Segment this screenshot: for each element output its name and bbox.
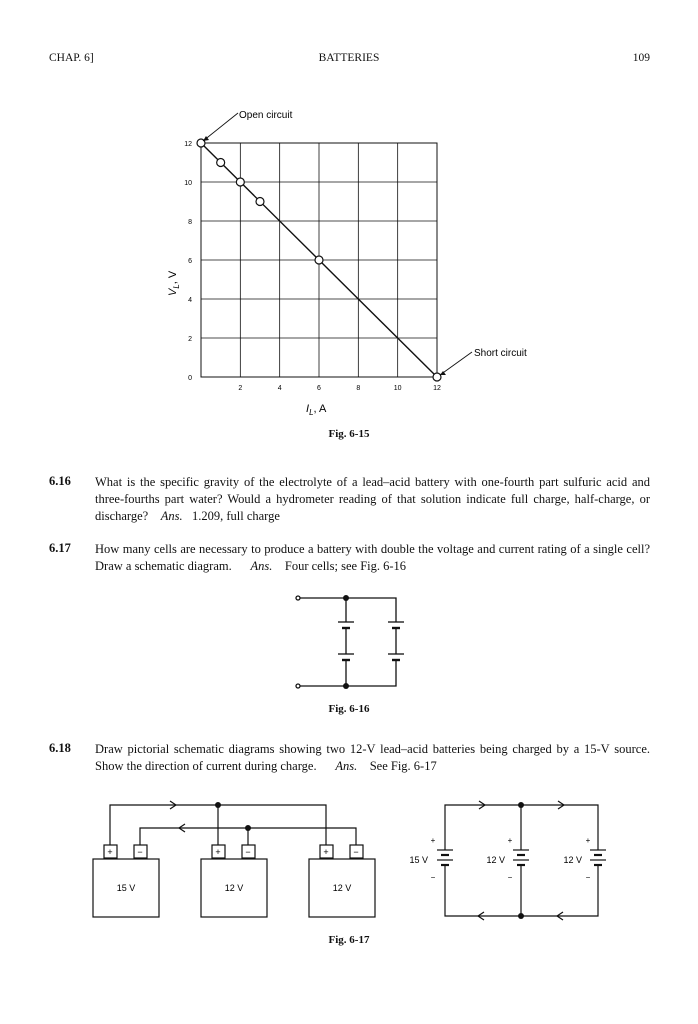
y-tick-label: 6 (188, 258, 192, 265)
fig-6-15-chart (0, 95, 698, 420)
question-6-17-body: How many cells are necessary to produce a battery with double the voltage and current rating of a single cell? Draw a schematic diagram. (95, 542, 650, 573)
plus-sign: + (215, 847, 221, 857)
fig-6-16-caption: Fig. 6-16 (328, 703, 370, 715)
answer-label: Ans. (335, 759, 358, 773)
x-tick-label: 12 (433, 385, 441, 392)
x-tick-label: 8 (356, 385, 361, 392)
fig-6-17-caption: Fig. 6-17 (328, 934, 370, 946)
running-head-title: BATTERIES (318, 52, 380, 64)
x-tick-label: 6 (317, 385, 321, 392)
answer-label: Ans. (250, 559, 273, 573)
minus-sign: − (353, 847, 359, 857)
fig-6-17-schematic (395, 795, 625, 925)
data-point-marker (315, 256, 323, 264)
open-circuit-pointer (203, 113, 238, 141)
y-tick-label: 4 (188, 297, 192, 304)
y-tick-label: 2 (188, 336, 192, 343)
schematic-label-15v: 15 V (409, 855, 428, 865)
question-6-17-answer: Four cells; see Fig. 6-16 (284, 559, 407, 573)
plus-sign: + (323, 847, 329, 857)
data-point-marker (256, 198, 264, 206)
fig-6-16-schematic (280, 585, 420, 697)
short-circuit-pointer (440, 352, 472, 375)
fig-6-15-caption: Fig. 6-15 (328, 428, 370, 440)
terminal-bottom (296, 684, 300, 688)
data-point-marker (236, 178, 244, 186)
schematic-label-12v: 12 V (486, 855, 505, 865)
junction-dot (343, 595, 349, 601)
x-tick-label: 10 (393, 385, 402, 392)
y-axis-label: $V_L$, V (167, 270, 181, 296)
minus-sign: − (430, 873, 436, 882)
page-number: 109 (632, 52, 650, 64)
chart-ticks (184, 141, 441, 392)
question-6-18-answer: See Fig. 6-17 (369, 759, 437, 773)
battery-symbol-12v-a (513, 850, 529, 870)
y-tick-label: 8 (188, 219, 192, 226)
y-tick-label: 0 (188, 375, 192, 382)
question-6-17-number: 6.17 (49, 541, 71, 555)
junction-dot (343, 683, 349, 689)
question-6-18-number: 6.18 (49, 741, 71, 755)
plus-sign: + (507, 836, 513, 845)
question-6-16-body: What is the specific gravity of the electrolyte of a lead–acid battery with one-fourth part sulfuric acid and three-fourths part water? Would a hydrometer reading of that solution indicate full charge, half-charge, or discharge? (95, 475, 650, 523)
data-point-marker (217, 159, 225, 167)
minus-sign: − (585, 873, 591, 882)
battery-label-15v: 15 V (116, 883, 136, 893)
data-point-marker (433, 373, 441, 381)
question-6-18-text (95, 741, 650, 775)
y-tick-label: 12 (184, 141, 192, 148)
x-axis-label: $I_L$, A (306, 403, 327, 417)
open-circuit-label: Open circuit (239, 110, 293, 121)
junction-dot (518, 913, 524, 919)
junction-dot (215, 802, 221, 808)
question-6-17-text (95, 541, 650, 575)
question-6-16-text (95, 474, 650, 525)
junction-dot (518, 802, 524, 808)
battery-symbol-12v-b (590, 850, 606, 870)
fig-6-17-pictorial (80, 795, 380, 925)
plus-sign: + (107, 847, 113, 857)
plus-sign: + (430, 836, 436, 845)
terminal-top (296, 596, 300, 600)
question-6-16-number: 6.16 (49, 474, 71, 488)
top-wire (300, 598, 396, 622)
plus-sign: + (585, 836, 591, 845)
short-circuit-label: Short circuit (474, 348, 527, 359)
battery-symbol-15v (437, 850, 453, 870)
answer-label: Ans. (160, 509, 183, 523)
question-6-18-body: Draw pictorial schematic diagrams showing two 12-V lead–acid batteries being charged by a 15-V source. Show the direction of current during charge. (95, 742, 650, 773)
battery-label-12v: 12 V (224, 883, 244, 893)
minus-sign: − (137, 847, 143, 857)
bottom-wire (300, 660, 396, 686)
minus-sign: − (507, 873, 513, 882)
battery-label-12v: 12 V (332, 883, 352, 893)
schematic-label-12v: 12 V (563, 855, 582, 865)
y-tick-label: 10 (184, 180, 192, 187)
junction-dot (245, 825, 251, 831)
x-tick-label: 2 (238, 385, 243, 392)
x-tick-label: 4 (277, 385, 282, 392)
question-6-16-answer: 1.209, full charge (191, 509, 280, 523)
minus-sign: − (245, 847, 251, 857)
running-head-chapter: CHAP. 6] (49, 52, 94, 64)
